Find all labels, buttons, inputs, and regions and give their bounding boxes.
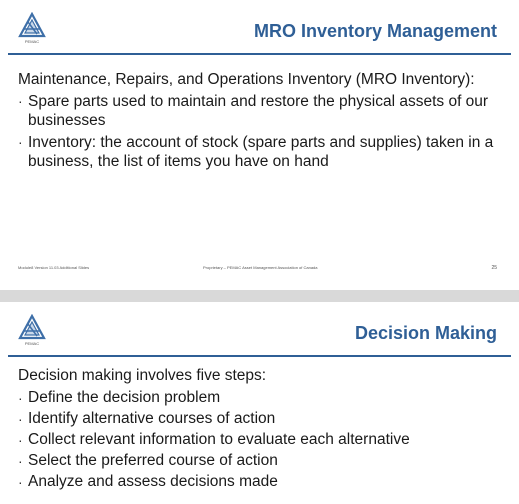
slide-content <box>18 366 501 493</box>
lead-text: Decision making involves five steps: <box>18 367 267 384</box>
list-item <box>18 430 501 450</box>
pemac-logo <box>18 12 46 48</box>
bullet-icon: · <box>18 453 23 469</box>
slide-separator <box>0 290 519 302</box>
page-number: 25 <box>491 265 497 271</box>
title-rule <box>8 355 511 357</box>
bullet-icon: · <box>18 93 23 109</box>
lead-text: Maintenance, Repairs, and Operations Inventory (MRO Inventory): <box>18 71 475 88</box>
pemac-logo-icon <box>18 12 46 40</box>
bullet-icon: · <box>18 390 23 406</box>
bullet-text: Identify alternative courses of action <box>28 410 276 427</box>
footer-module: Module8 Version 11.03 Additional Slides <box>18 265 90 270</box>
bullet-text: Spare parts used to maintain and restore the physical assets of our businesses <box>28 93 489 129</box>
bullet-icon: · <box>18 134 23 150</box>
slide-content <box>18 70 501 174</box>
list-item <box>18 133 501 171</box>
list-item <box>18 451 501 471</box>
title-rule <box>8 53 511 55</box>
list-item <box>18 409 501 429</box>
logo-text: PEMAC <box>24 341 40 346</box>
bullet-list <box>18 92 501 171</box>
bullet-icon: · <box>18 474 23 490</box>
bullet-text: Collect relevant information to evaluate each alternative <box>28 431 410 448</box>
bullet-text: Analyze and assess decisions made <box>28 473 278 490</box>
slide-title: MRO Inventory Management <box>253 21 497 41</box>
slide-title: Decision Making <box>354 323 497 343</box>
list-item <box>18 388 501 408</box>
bullet-text: Inventory: the account of stock (spare parts and supplies) taken in a business, the list of items you have on hand <box>28 134 494 170</box>
list-item <box>18 472 501 492</box>
bullet-text: Select the preferred course of action <box>28 452 278 469</box>
pemac-logo-icon <box>18 314 46 342</box>
slide-decision-making <box>0 302 519 504</box>
bullet-icon: · <box>18 432 23 448</box>
list-item <box>18 92 501 130</box>
footer-proprietary: Proprietary – PEMAC Asset Management Association of Canada <box>203 265 318 270</box>
bullet-text: Define the decision problem <box>28 389 221 406</box>
bullet-icon: · <box>18 411 23 427</box>
pemac-logo <box>18 314 46 350</box>
logo-text: PEMAC <box>24 39 40 44</box>
bullet-list <box>18 388 501 492</box>
